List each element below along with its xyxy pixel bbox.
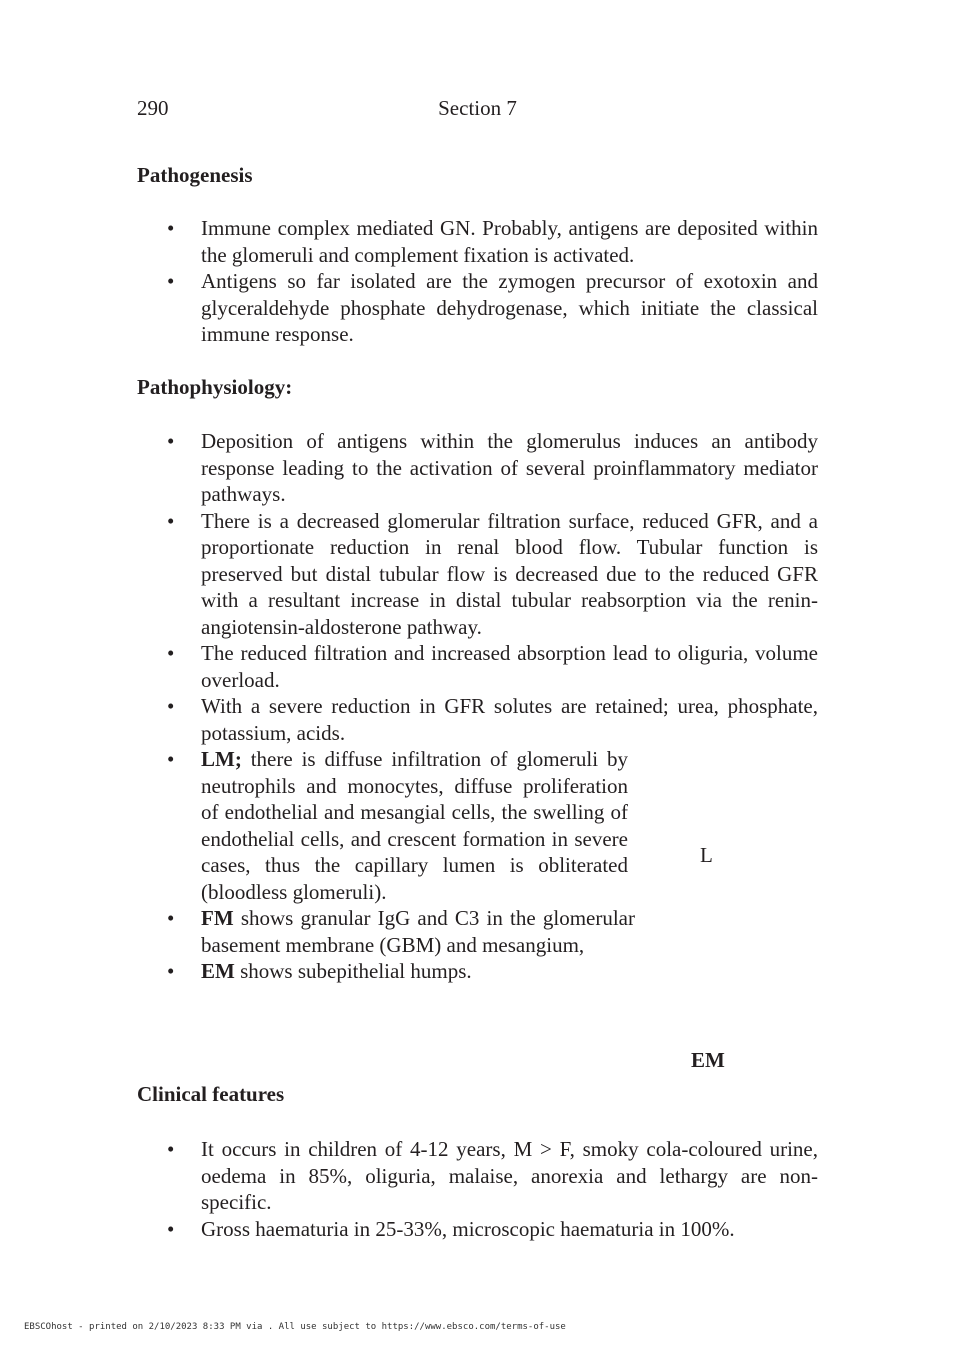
list-item: • Deposition of antigens within the glomerulus induces an antibody response leading to the activation of several proinflammatory mediator pathways. — [167, 429, 818, 506]
list-item-em: • EM shows subepithelial humps. — [167, 959, 472, 983]
clinical-features-list — [137, 1136, 818, 1242]
figure-label-em: EM — [691, 1048, 725, 1072]
list-item-lm: • LM; there is diffuse infiltration of glomeruli by neutrophils and monocytes, diffuse proliferation of endothelial and mesangial cells, the swelling of endothelial cells, and crescent formation in severe cases, thus the capillary lumen is obliterated (bloodless glomeruli). — [167, 747, 628, 904]
bullet-icon: • — [167, 1216, 175, 1241]
bullet-icon: • — [167, 508, 175, 533]
page-number: 290 — [137, 96, 169, 120]
bullet-icon: • — [167, 641, 175, 665]
bullet-icon: • — [167, 747, 175, 771]
list-item: • There is a decreased glomerular filtration surface, reduced GFR, and a proportionate reduction in renal blood flow. Tubular function is preserved but distal tubular flow is decreased due to the reduced GFR with a resultant increase in distal tubular reabsorption via the renin-angiotensin-aldosterone pathway. — [167, 508, 818, 639]
bullet-icon: • — [167, 694, 175, 718]
list-item: • It occurs in children of 4-12 years, M > F, smoky cola-coloured urine, oedema in 85%, oliguria, malaise, anorexia and lethargy are non-specific. — [167, 1137, 818, 1214]
term-lm: LM; — [201, 747, 242, 771]
list-item: • The reduced filtration and increased absorption lead to oliguria, volume overload. — [167, 641, 818, 692]
heading-pathogenesis: Pathogenesis — [137, 163, 253, 187]
print-footer: EBSCOhost - printed on 2/10/2023 8:33 PM via . All use subject to https://www.ebsco.com/terms-of-use — [24, 1322, 566, 1332]
heading-pathophysiology: Pathophysiology: — [137, 375, 293, 399]
list-item-fm: • FM shows granular IgG and C3 in the glomerular basement membrane (GBM) and mesangium, — [167, 906, 635, 957]
bullet-icon: • — [167, 959, 175, 983]
bullet-icon: • — [167, 1137, 175, 1161]
list-item: • With a severe reduction in GFR solutes are retained; urea, phosphate, potassium, acids. — [167, 694, 818, 745]
pathophysiology-list — [137, 428, 818, 985]
list-item: • Immune complex mediated GN. Probably, antigens are deposited within the glomeruli and complement fixation is activated. — [167, 216, 818, 267]
pathogenesis-list — [137, 215, 818, 348]
bullet-icon: • — [167, 216, 175, 240]
bullet-icon: • — [167, 429, 175, 453]
heading-clinical-features: Clinical features — [137, 1082, 285, 1106]
bullet-icon: • — [167, 906, 175, 930]
term-fm: FM — [201, 906, 234, 930]
figure-label-lm: L — [700, 843, 713, 867]
term-em: EM — [201, 959, 235, 983]
bullet-icon: • — [167, 269, 175, 293]
running-head: Section 7 — [438, 96, 517, 120]
list-item: • Gross haematuria in 25-33%, microscopic haematuria in 100%. — [167, 1216, 735, 1241]
list-item: • Antigens so far isolated are the zymogen precursor of exotoxin and glyceraldehyde phosphate dehydrogenase, which initiate the classical immune response. — [167, 269, 818, 346]
